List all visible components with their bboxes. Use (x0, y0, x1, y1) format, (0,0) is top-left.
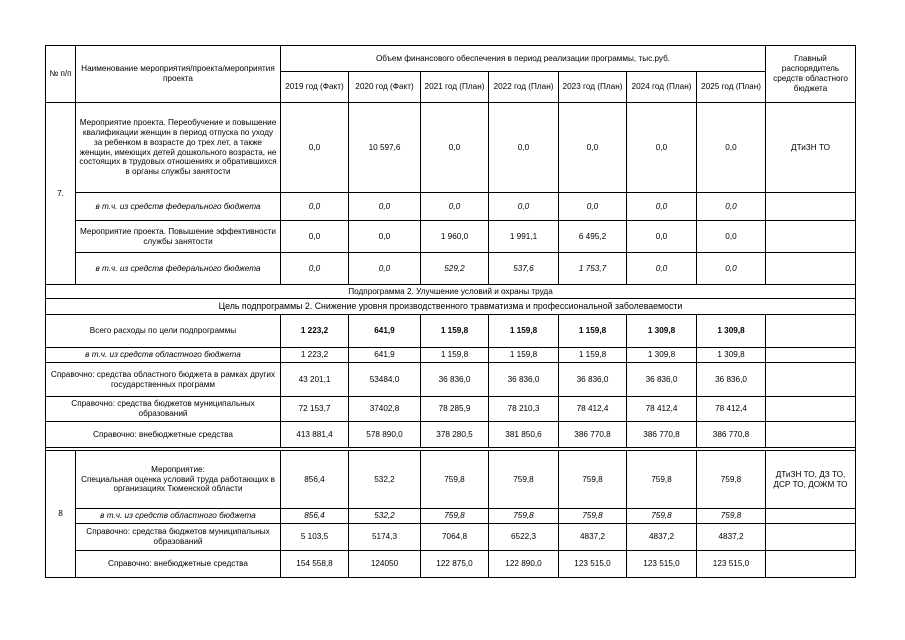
cell-value: 759,8 (489, 509, 559, 524)
cell-value: 4837,2 (627, 524, 697, 551)
budget-table (45, 45, 856, 578)
table-row (46, 103, 856, 193)
header-manager: Главный распорядитель средств областного бюджета (766, 46, 856, 103)
cell-value: 759,8 (559, 451, 627, 509)
cell-value: 0,0 (489, 193, 559, 221)
header-num: № п/п (46, 46, 76, 103)
cell-value: 1 753,7 (559, 253, 627, 285)
cell-value: 154 558,8 (281, 551, 349, 578)
cell-value: 0,0 (281, 103, 349, 193)
cell-value: 78 412,4 (697, 397, 766, 422)
manager-cell: ДТиЗН ТО (766, 103, 856, 193)
cell-value: 759,8 (421, 509, 489, 524)
cell-value: 5 103,5 (281, 524, 349, 551)
cell-value: 7064,8 (421, 524, 489, 551)
cell-value: 122 890,0 (489, 551, 559, 578)
manager-cell (766, 221, 856, 253)
goal-title: Цель подпрограммы 2. Снижение уровня производственного травматизма и профессиональной заболеваемости (46, 299, 856, 315)
manager-cell (766, 193, 856, 221)
table-row (46, 348, 856, 363)
cell-value: 36 836,0 (697, 363, 766, 397)
table-row (46, 363, 856, 397)
cell-value: 124050 (349, 551, 421, 578)
manager-cell (766, 348, 856, 363)
cell-value: 856,4 (281, 451, 349, 509)
row-label: в т.ч. из средств федерального бюджета (76, 253, 281, 285)
cell-value: 0,0 (697, 193, 766, 221)
cell-value: 0,0 (627, 193, 697, 221)
table-row (46, 509, 856, 524)
cell-value: 1 960,0 (421, 221, 489, 253)
manager-cell: ДТиЗН ТО, ДЗ ТО, ДСР ТО, ДОЖМ ТО (766, 451, 856, 509)
cell-value: 1 223,2 (281, 315, 349, 348)
cell-value: 0,0 (627, 103, 697, 193)
cell-value: 529,2 (421, 253, 489, 285)
cell-value: 36 836,0 (559, 363, 627, 397)
row-label: Справочно: средства областного бюджета в рамках других государственных программ (46, 363, 281, 397)
cell-value: 1 159,8 (421, 315, 489, 348)
row-label: Мероприятие проекта. Повышение эффективности службы занятости (76, 221, 281, 253)
manager-cell (766, 253, 856, 285)
cell-value: 641,9 (349, 315, 421, 348)
cell-value: 0,0 (281, 221, 349, 253)
row-label: Справочно: средства бюджетов муниципальных образований (46, 397, 281, 422)
table-row (46, 397, 856, 422)
cell-value: 37402,8 (349, 397, 421, 422)
manager-cell (766, 397, 856, 422)
row-label: Мероприятие проекта. Переобучение и повышение квалификации женщин в период отпуска по уходу за ребенком в возрасте до трех лет, а также женщин, имеющих детей дошкольного возраста, не состоящих в трудовых отношениях и обратившихся в органы службы занятости (76, 103, 281, 193)
row-label: в т.ч. из средств федерального бюджета (76, 193, 281, 221)
cell-value: 759,8 (489, 451, 559, 509)
cell-value: 0,0 (697, 221, 766, 253)
item-number: 8 (46, 451, 76, 578)
cell-value: 0,0 (489, 103, 559, 193)
cell-value: 0,0 (627, 253, 697, 285)
manager-cell (766, 551, 856, 578)
row-label: Справочно: средства бюджетов муниципальных образований (76, 524, 281, 551)
cell-value: 36 836,0 (489, 363, 559, 397)
cell-value: 5174,3 (349, 524, 421, 551)
cell-value: 0,0 (697, 253, 766, 285)
cell-value: 532,2 (349, 451, 421, 509)
cell-value: 4837,2 (697, 524, 766, 551)
cell-value: 0,0 (559, 193, 627, 221)
cell-value: 0,0 (349, 193, 421, 221)
header-year: 2024 год (План) (627, 72, 697, 103)
cell-value: 0,0 (559, 103, 627, 193)
cell-value: 759,8 (697, 451, 766, 509)
cell-value: 78 412,4 (627, 397, 697, 422)
cell-value: 759,8 (421, 451, 489, 509)
subprogram-title: Подпрограмма 2. Улучшение условий и охраны труда (46, 285, 856, 299)
cell-value: 413 881,4 (281, 422, 349, 448)
table-row (46, 524, 856, 551)
cell-value: 1 991,1 (489, 221, 559, 253)
cell-value: 0,0 (421, 103, 489, 193)
cell-value: 6 495,2 (559, 221, 627, 253)
cell-value: 53484,0 (349, 363, 421, 397)
cell-value: 78 412,4 (559, 397, 627, 422)
header-year: 2023 год (План) (559, 72, 627, 103)
cell-value: 122 875,0 (421, 551, 489, 578)
table-row (46, 315, 856, 348)
cell-value: 386 770,8 (627, 422, 697, 448)
cell-value: 0,0 (281, 193, 349, 221)
row-label: в т.ч. из средств областного бюджета (76, 509, 281, 524)
header-year: 2020 год (Факт) (349, 72, 421, 103)
cell-value: 1 309,8 (697, 348, 766, 363)
cell-value: 1 309,8 (627, 315, 697, 348)
cell-value: 1 159,8 (559, 315, 627, 348)
header-year: 2022 год (План) (489, 72, 559, 103)
table-row (46, 422, 856, 448)
header-name: Наименование мероприятия/проекта/мероприятия проекта (76, 46, 281, 103)
table-row (46, 253, 856, 285)
cell-value: 1 159,8 (559, 348, 627, 363)
cell-value: 532,2 (349, 509, 421, 524)
cell-value: 1 223,2 (281, 348, 349, 363)
row-label: в т.ч. из средств областного бюджета (46, 348, 281, 363)
header-year: 2025 год (План) (697, 72, 766, 103)
table-row (46, 451, 856, 509)
cell-value: 4837,2 (559, 524, 627, 551)
cell-value: 10 597,6 (349, 103, 421, 193)
manager-cell (766, 524, 856, 551)
row-label: Всего расходы по цели подпрограммы (46, 315, 281, 348)
cell-value: 0,0 (697, 103, 766, 193)
cell-value: 43 201,1 (281, 363, 349, 397)
cell-value: 856,4 (281, 509, 349, 524)
cell-value: 759,8 (627, 509, 697, 524)
manager-cell (766, 315, 856, 348)
row-label: Справочно: внебюджетные средства (76, 551, 281, 578)
manager-cell (766, 509, 856, 524)
cell-value: 1 309,8 (697, 315, 766, 348)
header-year: 2021 год (План) (421, 72, 489, 103)
table-row (46, 221, 856, 253)
cell-value: 123 515,0 (627, 551, 697, 578)
row-label: Справочно: внебюджетные средства (46, 422, 281, 448)
cell-value: 78 210,3 (489, 397, 559, 422)
table-row (46, 193, 856, 221)
cell-value: 378 280,5 (421, 422, 489, 448)
cell-value: 72 153,7 (281, 397, 349, 422)
cell-value: 386 770,8 (697, 422, 766, 448)
header-volume: Объем финансового обеспечения в период реализации программы, тыс.руб. (281, 46, 766, 72)
cell-value: 1 159,8 (421, 348, 489, 363)
cell-value: 36 836,0 (627, 363, 697, 397)
cell-value: 0,0 (627, 221, 697, 253)
cell-value: 1 159,8 (489, 315, 559, 348)
cell-value: 0,0 (349, 221, 421, 253)
cell-value: 1 309,8 (627, 348, 697, 363)
manager-cell (766, 422, 856, 448)
cell-value: 759,8 (627, 451, 697, 509)
cell-value: 759,8 (559, 509, 627, 524)
header-year: 2019 год (Факт) (281, 72, 349, 103)
cell-value: 78 285,9 (421, 397, 489, 422)
cell-value: 0,0 (349, 253, 421, 285)
row-label: Мероприятие: Специальная оценка условий труда работающих в организациях Тюменской области (76, 451, 281, 509)
table-row (46, 551, 856, 578)
item-number: 7. (46, 103, 76, 285)
cell-value: 0,0 (281, 253, 349, 285)
cell-value: 381 850,6 (489, 422, 559, 448)
cell-value: 386 770,8 (559, 422, 627, 448)
cell-value: 641,9 (349, 348, 421, 363)
cell-value: 1 159,8 (489, 348, 559, 363)
cell-value: 759,8 (697, 509, 766, 524)
manager-cell (766, 363, 856, 397)
cell-value: 537,6 (489, 253, 559, 285)
cell-value: 36 836,0 (421, 363, 489, 397)
cell-value: 123 515,0 (559, 551, 627, 578)
cell-value: 6522,3 (489, 524, 559, 551)
cell-value: 123 515,0 (697, 551, 766, 578)
cell-value: 578 890,0 (349, 422, 421, 448)
cell-value: 0,0 (421, 193, 489, 221)
